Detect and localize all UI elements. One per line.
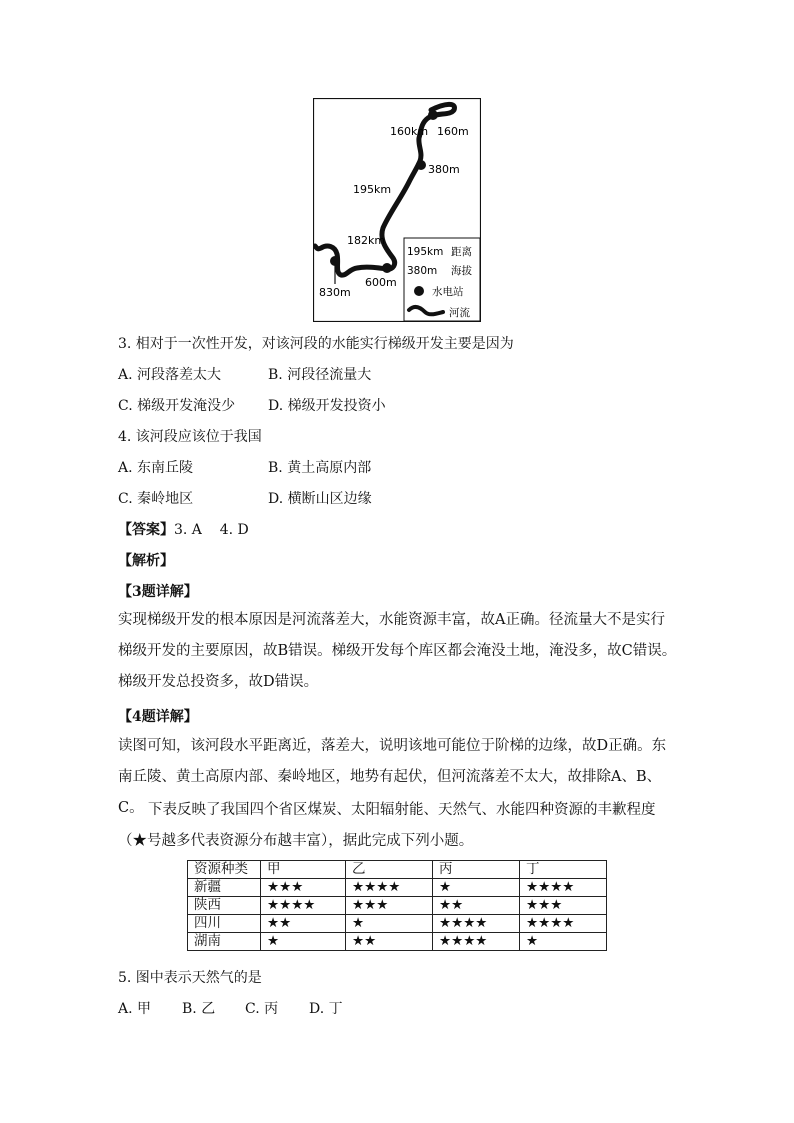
table-header-cell: 资源种类 [188,861,261,879]
station-dot [428,110,438,120]
table-cell: ★★ [433,897,520,915]
table-header-cell: 丙 [433,861,520,879]
answer-text: 3. A 4. D [174,522,249,538]
q3-option-d[interactable]: D. 梯级开发投资小 [268,398,386,414]
q3-stem: 3. 相对于一次性开发，对该河段的水能实行梯级开发主要是因为 [118,336,514,352]
distance-label: 182km [347,234,386,247]
table-cell: ★★★★ [520,915,607,933]
table-cell: ★★★★ [520,879,607,897]
q5-option-c[interactable]: C. 丙 [245,1001,279,1017]
q4-stem: 4. 该河段应该位于我国 [118,429,262,445]
table-cell: ★ [433,879,520,897]
q5-stem: 5. 图中表示天然气的是 [118,970,262,986]
map-legend [404,238,480,321]
table-cell: ★ [520,933,607,951]
table-cell: ★★★ [346,897,433,915]
legend-river-text: 河流 [449,307,470,319]
table-cell: 四川 [188,915,261,933]
legend-distance-text: 距离 [451,246,472,258]
table-row [188,879,607,897]
river-hydropower-map [313,98,481,322]
table-cell: ★★★★ [433,933,520,951]
legend-elevation-value: 380m [407,265,438,277]
detail-4-text: 读图可知，该河段水平距离近，落差大，说明该地可能位于阶梯的边缘，故D正确。东南丘陵、黄土高原内部、秦岭地区，地势有起伏，但河流落差不太大，故排除A、B、C。 [118,738,667,816]
q4-option-a[interactable]: A. 东南丘陵 [118,460,194,476]
q3-option-b[interactable]: B. 河段径流量大 [268,367,372,383]
detail-3-text: 实现梯级开发的根本原因是河流落差大，水能资源丰富，故A正确。径流量大不是实行梯级开发的主要原因，故B错误。梯级开发每个库区都会淹没土地，淹没多，故C错误。梯级开发总投资多，故D错误。 [118,612,677,690]
table-header-cell: 乙 [346,861,433,879]
table-cell: ★ [346,915,433,933]
table-cell: ★★★★ [433,915,520,933]
resource-table [187,860,607,951]
legend-station-text: 水电站 [432,286,464,298]
elevation-label: 380m [428,163,460,176]
table-intro: 下表反映了我国四个省区煤炭、太阳辐射能、天然气、水能四种资源的丰歉程度（★号越多代表资源分布越丰富），据此完成下列小题。 [118,802,656,849]
table-cell: ★★★★ [346,879,433,897]
q4-option-c[interactable]: C. 秦岭地区 [118,491,194,507]
q4-option-b[interactable]: B. 黄土高原内部 [268,460,372,476]
table-cell: ★ [261,933,346,951]
q4-option-d[interactable]: D. 横断山区边缘 [268,491,372,507]
table-cell: ★★★ [261,879,346,897]
table-header-cell: 甲 [261,861,346,879]
distance-label: 195km [353,183,392,196]
legend-distance-value: 195km [407,246,444,258]
elevation-label: 830m [319,286,351,299]
analysis-label: 【解析】 [118,553,174,569]
station-dot [382,263,392,273]
q3-option-a[interactable]: A. 河段落差太大 [118,367,222,383]
table-cell: ★★★ [520,897,607,915]
table-header-row [188,861,607,879]
table-cell: 湖南 [188,933,261,951]
answer-line [118,519,249,539]
q3-option-c[interactable]: C. 梯级开发淹没少 [118,398,236,414]
q5-option-b[interactable]: B. 乙 [182,1001,216,1017]
table-header-cell: 丁 [520,861,607,879]
table-row [188,897,607,915]
legend-elevation-text: 海拔 [451,265,472,277]
detail-4-label: 【4题详解】 [118,709,198,725]
q5-option-d[interactable]: D. 丁 [309,1001,343,1017]
elevation-label: 600m [365,276,397,289]
answer-label: 【答案】 [118,522,174,538]
table-cell: ★★ [261,915,346,933]
q5-option-a[interactable]: A. 甲 [118,1001,152,1017]
detail-3-label: 【3题详解】 [118,584,198,600]
table-row [188,915,607,933]
distance-label: 160km [390,125,429,138]
table-cell: 陕西 [188,897,261,915]
table-cell: ★★★★ [261,897,346,915]
table-cell: ★★ [346,933,433,951]
table-row [188,933,607,951]
elevation-label: 160m [437,125,469,138]
station-dot [416,160,426,170]
legend-station-icon [414,286,424,296]
table-cell: 新疆 [188,879,261,897]
